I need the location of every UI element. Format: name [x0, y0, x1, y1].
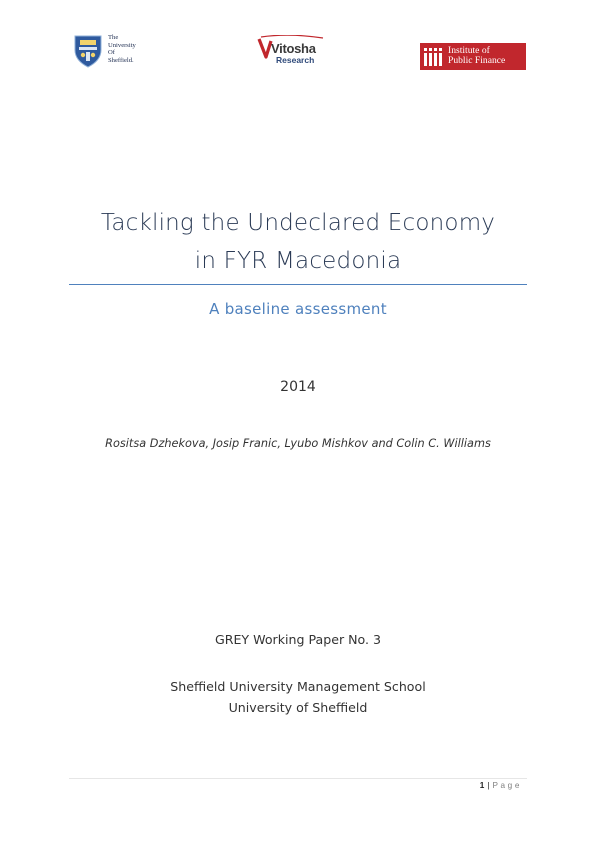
ipf-line: Public Finance	[448, 55, 506, 67]
working-paper-series: GREY Working Paper No. 3	[214, 632, 382, 647]
vitosha-name: Vitosha	[271, 41, 316, 56]
sheffield-wordmark	[108, 34, 168, 64]
sheffield-line: The	[108, 34, 119, 41]
page-number: 1	[479, 781, 485, 790]
title-divider	[69, 284, 527, 285]
university-of-sheffield-logo	[72, 34, 162, 70]
title-line-2: in FYR Macedonia	[194, 248, 402, 274]
page-footer	[480, 781, 522, 790]
footer-separator: |	[487, 781, 490, 790]
document-title	[60, 204, 536, 280]
institute-of-public-finance-logo	[420, 43, 526, 70]
document-subtitle: A baseline assessment	[209, 300, 387, 318]
sheffield-crest-icon	[72, 34, 104, 68]
author-list: Rositsa Dzhekova, Josip Franic, Lyubo Mishkov and Colin C. Williams	[105, 437, 491, 450]
page-label: Page	[492, 781, 522, 790]
affiliation-line-2: University of Sheffield	[228, 700, 368, 715]
ipf-line: Institute of	[448, 45, 490, 56]
sheffield-line: University	[108, 41, 136, 49]
ipf-bars-icon	[423, 46, 445, 67]
vitosha-research-logo	[257, 35, 327, 69]
vitosha-subtitle: Research	[276, 55, 315, 65]
affiliation-line-1: Sheffield University Management School	[170, 679, 426, 694]
title-line-1: Tackling the Undeclared Economy	[100, 210, 496, 236]
sheffield-line: Sheffield.	[108, 56, 134, 64]
ipf-wordmark	[448, 46, 505, 67]
publication-year: 2014	[280, 379, 316, 395]
affiliation	[60, 676, 536, 718]
footer-divider	[69, 778, 527, 779]
sheffield-line: Of	[108, 49, 115, 57]
